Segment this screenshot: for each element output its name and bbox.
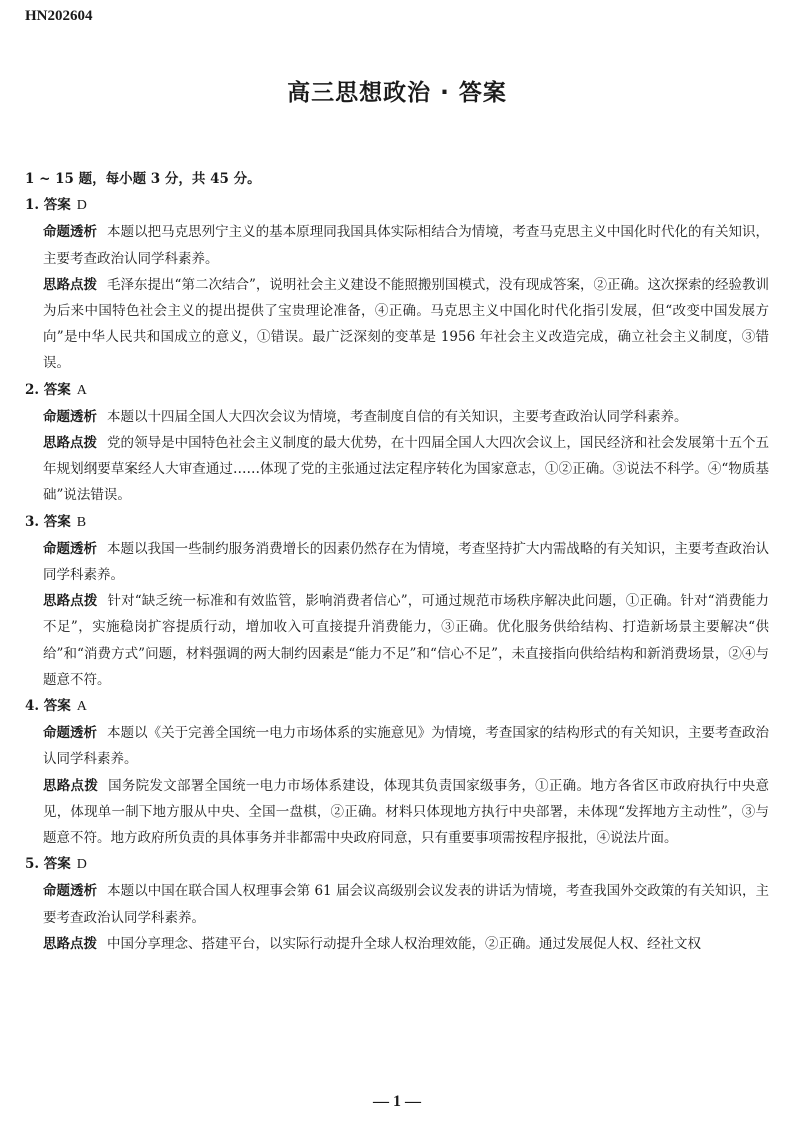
answer-letter: A bbox=[76, 699, 87, 715]
analysis-text: 本题以把马克思列宁主义的基本原理同我国具体实际相结合为情境，考查马克思主义中国化时代化的有关知识，主要考查政治认同学科素养。 bbox=[43, 224, 770, 267]
analysis-label: 命题透析 bbox=[43, 725, 98, 742]
page-title: 高三思想政治 · 答案 bbox=[287, 80, 507, 106]
analysis-paragraph bbox=[43, 404, 769, 430]
hint-label: 思路点拨 bbox=[43, 593, 98, 610]
question-number: 2. 答案 bbox=[25, 381, 71, 398]
analysis-text: 本题以十四届全国人大四次会议为情境，考查制度自信的有关知识，主要考查政治认同学科素养。 bbox=[107, 408, 688, 425]
question-header bbox=[25, 851, 769, 878]
hint-paragraph bbox=[43, 430, 769, 509]
question-block bbox=[25, 509, 769, 693]
analysis-paragraph bbox=[43, 878, 769, 930]
analysis-label: 命题透析 bbox=[43, 883, 98, 900]
analysis-label: 命题透析 bbox=[43, 540, 98, 557]
document-code: HN202604 bbox=[25, 8, 93, 24]
analysis-label: 命题透析 bbox=[43, 408, 97, 425]
hint-text: 中国分享理念、搭建平台，以实际行动提升全球人权治理效能，②正确。通过发展促人权、经社文权 bbox=[107, 935, 701, 952]
answer-letter: D bbox=[76, 198, 87, 214]
hint-text: 毛泽东提出“第二次结合”，说明社会主义建设不能照搬别国模式，没有现成答案，②正确。这次探索的经验教训为后来中国特色社会主义的提出提供了宝贵理论准备，④正确。马克思主义中国化时代化指引发展，但“改变中国发展方向”是中华人民共和国成立的意义，①错误。最广泛深刻的变革是 1956 年社会主义改造完成，确立社会主义制度，③错误。 bbox=[43, 276, 769, 372]
hint-label: 思路点拨 bbox=[43, 276, 98, 293]
analysis-paragraph bbox=[43, 219, 769, 271]
question-block bbox=[25, 377, 769, 509]
analysis-paragraph bbox=[43, 536, 769, 588]
question-number: 3. 答案 bbox=[25, 513, 71, 530]
hint-text: 党的领导是中国特色社会主义制度的最大优势，在十四届全国人大四次会议上，国民经济和社会发展第十五个五年规划纲要草案经人大审查通过……体现了党的主张通过法定程序转化为国家意志，①②正确。③说法不科学。④“物质基础”说法错误。 bbox=[43, 435, 770, 504]
question-number: 4. 答案 bbox=[25, 698, 71, 715]
hint-label: 思路点拨 bbox=[43, 935, 97, 952]
question-header bbox=[25, 693, 769, 720]
analysis-label: 命题透析 bbox=[43, 224, 98, 241]
answer-letter: B bbox=[76, 514, 87, 530]
question-number: 1. 答案 bbox=[25, 197, 71, 214]
analysis-paragraph bbox=[43, 720, 769, 772]
analysis-text: 本题以《关于完善全国统一电力市场体系的实施意见》为情境，考查国家的结构形式的有关知识，主要考查政治认同学科素养。 bbox=[43, 725, 770, 768]
hint-text: 国务院发文部署全国统一电力市场体系建设，体现其负责国家级事务，①正确。地方各省区市政府执行中央意见，体现单一制下地方服从中央、全国一盘棋，②正确。材料只体现地方执行中央部署，未体现“发挥地方主动性”，③与题意不符。地方政府所负责的具体事务并非都需中央政府同意，只有重要事项需按程序报批，④说法片面。 bbox=[43, 777, 770, 847]
section-intro: 1 ~ 15 题，每小题 3 分，共 45 分。 bbox=[25, 171, 261, 187]
hint-paragraph bbox=[43, 773, 769, 852]
page-number: — 1 — bbox=[373, 1093, 421, 1110]
question-header bbox=[25, 509, 769, 536]
hint-paragraph bbox=[43, 931, 769, 957]
hint-text: 针对“缺乏统一标准和有效监管，影响消费者信心”，可通过规范市场秩序解决此问题，①正确。针对“消费能力不足”，实施稳岗扩容提质行动，增加收入可直接提升消费能力，③正确。优化服务供给结构、打造新场景主要解决“供给”和“消费方式”问题，材料强调的两大制约因素是“能力不足”和“信心不足”，未直接指向供给结构和新消费场景，②④与题意不符。 bbox=[43, 593, 769, 688]
hint-label: 思路点拨 bbox=[43, 435, 98, 452]
hint-paragraph bbox=[43, 272, 769, 377]
question-header bbox=[25, 192, 769, 219]
answer-body bbox=[25, 166, 769, 957]
question-block bbox=[25, 693, 769, 851]
hint-paragraph bbox=[43, 588, 769, 693]
hint-label: 思路点拨 bbox=[43, 777, 99, 794]
analysis-text: 本题以我国一些制约服务消费增长的因素仍然存在为情境，考查坚持扩大内需战略的有关知识，主要考查政治认同学科素养。 bbox=[43, 540, 770, 584]
analysis-text: 本题以中国在联合国人权理事会第 61 届会议高级别会议发表的讲话为情境，考查我国外交政策的有关知识，主要考查政治认同学科素养。 bbox=[43, 883, 770, 926]
answer-letter: D bbox=[76, 857, 87, 873]
question-number: 5. 答案 bbox=[25, 856, 71, 873]
question-block bbox=[25, 851, 769, 957]
answer-letter: A bbox=[76, 382, 87, 398]
question-header bbox=[25, 377, 769, 404]
question-block bbox=[25, 192, 769, 376]
